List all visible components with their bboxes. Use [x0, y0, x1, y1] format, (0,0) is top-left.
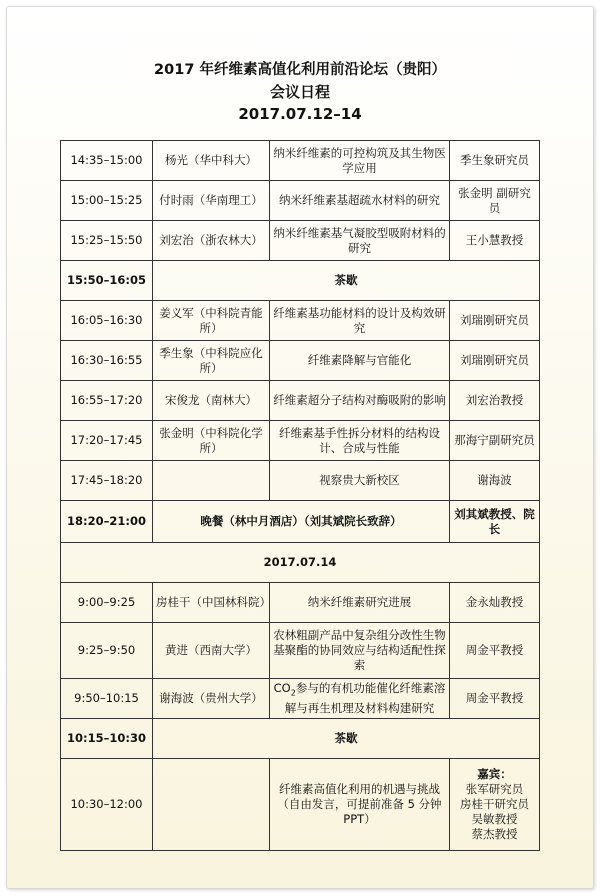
chair-cell: 金永灿教授 — [450, 583, 540, 623]
tea-break-row — [61, 261, 540, 301]
time-cell: 9:25–9:50 — [61, 623, 153, 679]
time-cell: 9:50–10:15 — [61, 679, 153, 719]
time-cell: 14:35–15:00 — [61, 141, 153, 181]
topic-cell: 视察贵大新校区 — [270, 461, 450, 501]
time-cell: 15:00–15:25 — [61, 181, 153, 221]
table-row — [61, 381, 540, 421]
speaker-cell: 张金明（中科院化学所） — [153, 421, 270, 461]
table-row — [61, 421, 540, 461]
tea-break-label: 茶歇 — [153, 261, 540, 301]
topic-cell: 纤维素降解与官能化 — [270, 341, 450, 381]
chair-cell: 王小慧教授 — [450, 221, 540, 261]
table-row — [61, 141, 540, 181]
schedule-header — [7, 59, 593, 125]
topic-cell: 纤维素基功能材料的设计及构效研究 — [270, 301, 450, 341]
table-row — [61, 301, 540, 341]
time-cell: 18:20–21:00 — [61, 501, 153, 543]
table-row — [61, 181, 540, 221]
forum-title: 2017 年纤维素高值化利用前沿论坛（贵阳） — [154, 62, 446, 78]
topic-cell: 纳米纤维素基气凝胶型吸附材料的研究 — [270, 221, 450, 261]
table-row — [61, 623, 540, 679]
guest-name: 张军研究员 — [465, 782, 524, 796]
time-cell: 17:20–17:45 — [61, 421, 153, 461]
chair-cell: 刘瑞刚研究员 — [450, 341, 540, 381]
time-cell: 16:30–16:55 — [61, 341, 153, 381]
table-row — [61, 461, 540, 501]
chair-cell: 那海宁副研究员 — [450, 421, 540, 461]
topic-cell: 纤维素超分子结构对酶吸附的影响 — [270, 381, 450, 421]
speaker-cell — [153, 461, 270, 501]
table-row — [61, 221, 540, 261]
chair-cell: 刘宏治教授 — [450, 381, 540, 421]
day-date-row — [61, 543, 540, 583]
time-cell: 15:50–16:05 — [61, 261, 153, 301]
schedule-date: 2017.07.12–14 — [238, 105, 362, 123]
topic-cell — [270, 679, 450, 719]
time-cell: 9:00–9:25 — [61, 583, 153, 623]
time-cell: 15:25–15:50 — [61, 221, 153, 261]
dinner-label: 晚餐（林中月酒店）（刘其斌院长致辞） — [153, 501, 450, 543]
time-cell: 17:45–18:20 — [61, 461, 153, 501]
day2-date: 2017.07.14 — [61, 543, 540, 583]
guest-label: 嘉宾： — [477, 767, 512, 781]
speaker-cell: 付时雨（华南理工） — [153, 181, 270, 221]
chair-cell: 周金平教授 — [450, 623, 540, 679]
guests-cell — [450, 759, 540, 851]
table-row — [61, 341, 540, 381]
topic-cell: 纤维素基手性拆分材料的结构设计、合成与性能 — [270, 421, 450, 461]
topic-text-rest: 参与的有机功能催化纤维素溶解与再生机理及材料构建研究 — [284, 681, 446, 715]
time-cell: 16:05–16:30 — [61, 301, 153, 341]
table-row — [61, 679, 540, 719]
topic-cell: 纳米纤维素基超疏水材料的研究 — [270, 181, 450, 221]
schedule-subtitle: 会议日程 — [269, 83, 330, 101]
time-cell: 10:15–10:30 — [61, 719, 153, 759]
tea-break-label: 茶歇 — [153, 719, 540, 759]
speaker-cell: 杨光（华中科大） — [153, 141, 270, 181]
table-row — [61, 583, 540, 623]
speaker-cell: 黄进（西南大学） — [153, 623, 270, 679]
chair-cell: 刘其斌教授、院长 — [450, 501, 540, 543]
tea-break-row — [61, 719, 540, 759]
speaker-cell — [153, 759, 270, 851]
guest-name: 蔡杰教授 — [471, 827, 518, 841]
guest-name: 吴敏教授 — [471, 812, 518, 826]
speaker-cell: 宋俊龙（南林大） — [153, 381, 270, 421]
speaker-cell: 房桂干（中国林科院） — [153, 583, 270, 623]
speaker-cell: 姜义军（中科院青能所） — [153, 301, 270, 341]
speaker-cell: 刘宏治（浙农林大） — [153, 221, 270, 261]
topic-cell: 纤维素高值化利用的机遇与挑战（自由发言，可提前准备 5 分钟 PPT） — [270, 759, 450, 851]
topic-cell: 纳米纤维素研究进展 — [270, 583, 450, 623]
time-cell: 16:55–17:20 — [61, 381, 153, 421]
topic-cell: 纳米纤维素的可控构筑及其生物医学应用 — [270, 141, 450, 181]
chair-cell: 张金明 副研究员 — [450, 181, 540, 221]
table-row — [61, 759, 540, 851]
chair-cell: 谢海波 — [450, 461, 540, 501]
topic-cell: 农林粗副产品中复杂组分改性生物基聚酯的协同效应与结构适配性探索 — [270, 623, 450, 679]
speaker-cell: 季生象（中科院应化所） — [153, 341, 270, 381]
schedule-table — [60, 140, 540, 851]
topic-text-sub: 2 — [290, 688, 296, 698]
chair-cell: 季生象研究员 — [450, 141, 540, 181]
time-cell: 10:30–12:00 — [61, 759, 153, 851]
chair-cell: 刘瑞刚研究员 — [450, 301, 540, 341]
topic-text-co: CO — [273, 681, 291, 696]
speaker-cell: 谢海波（贵州大学） — [153, 679, 270, 719]
dinner-row — [61, 501, 540, 543]
chair-cell: 周金平教授 — [450, 679, 540, 719]
guest-name: 房桂干研究员 — [460, 797, 529, 811]
